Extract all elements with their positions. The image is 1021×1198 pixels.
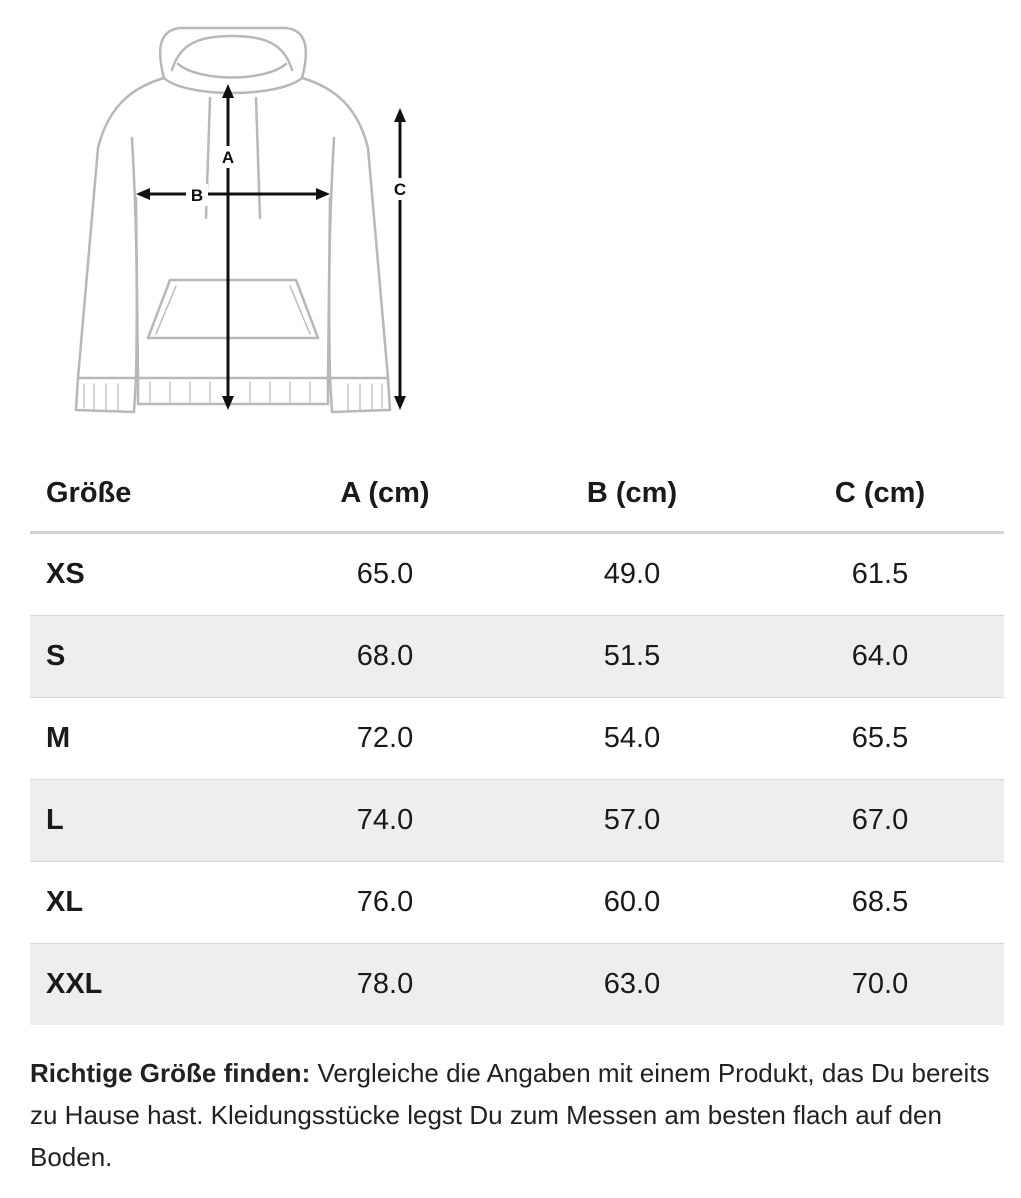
- c-cell: 64.0: [756, 616, 1004, 698]
- size-guide-footnote: [30, 1052, 1000, 1178]
- b-cell: 60.0: [508, 862, 756, 944]
- footnote-text: Vergleiche die Angaben mit einem Produkt, das Du bereits zu Hause hast. Kleidungsstücke legst Du zum Messen am besten flach auf den Boden.: [30, 1058, 990, 1172]
- b-cell: 51.5: [508, 616, 756, 698]
- header-size: Größe: [30, 456, 262, 533]
- table-row: [30, 698, 1004, 780]
- hoodie-measurement-diagram: [60, 18, 430, 428]
- hoodie-outline-illustration: [60, 18, 430, 428]
- c-cell: 61.5: [756, 533, 1004, 616]
- b-cell: 57.0: [508, 780, 756, 862]
- dimension-label-c: C: [393, 180, 407, 199]
- a-cell: 76.0: [262, 862, 508, 944]
- c-cell: 70.0: [756, 944, 1004, 1026]
- table-row: [30, 616, 1004, 698]
- a-cell: 65.0: [262, 533, 508, 616]
- a-cell: 68.0: [262, 616, 508, 698]
- c-cell: 67.0: [756, 780, 1004, 862]
- header-a: A (cm): [262, 456, 508, 533]
- header-c: C (cm): [756, 456, 1004, 533]
- table-row: [30, 533, 1004, 616]
- header-b: B (cm): [508, 456, 756, 533]
- size-cell: L: [30, 780, 262, 862]
- b-cell: 63.0: [508, 944, 756, 1026]
- a-cell: 78.0: [262, 944, 508, 1026]
- size-cell: XS: [30, 533, 262, 616]
- size-cell: M: [30, 698, 262, 780]
- a-cell: 74.0: [262, 780, 508, 862]
- size-cell: XXL: [30, 944, 262, 1026]
- table-row: [30, 862, 1004, 944]
- table-row: [30, 944, 1004, 1026]
- size-chart-table: [30, 456, 1004, 1025]
- a-cell: 72.0: [262, 698, 508, 780]
- c-cell: 65.5: [756, 698, 1004, 780]
- b-cell: 54.0: [508, 698, 756, 780]
- dimension-label-b: B: [190, 186, 204, 205]
- c-cell: 68.5: [756, 862, 1004, 944]
- table-header-row: [30, 456, 1004, 533]
- size-cell: XL: [30, 862, 262, 944]
- b-cell: 49.0: [508, 533, 756, 616]
- table-row: [30, 780, 1004, 862]
- size-cell: S: [30, 616, 262, 698]
- dimension-label-a: A: [221, 148, 235, 167]
- footnote-lead: Richtige Größe finden:: [30, 1058, 311, 1088]
